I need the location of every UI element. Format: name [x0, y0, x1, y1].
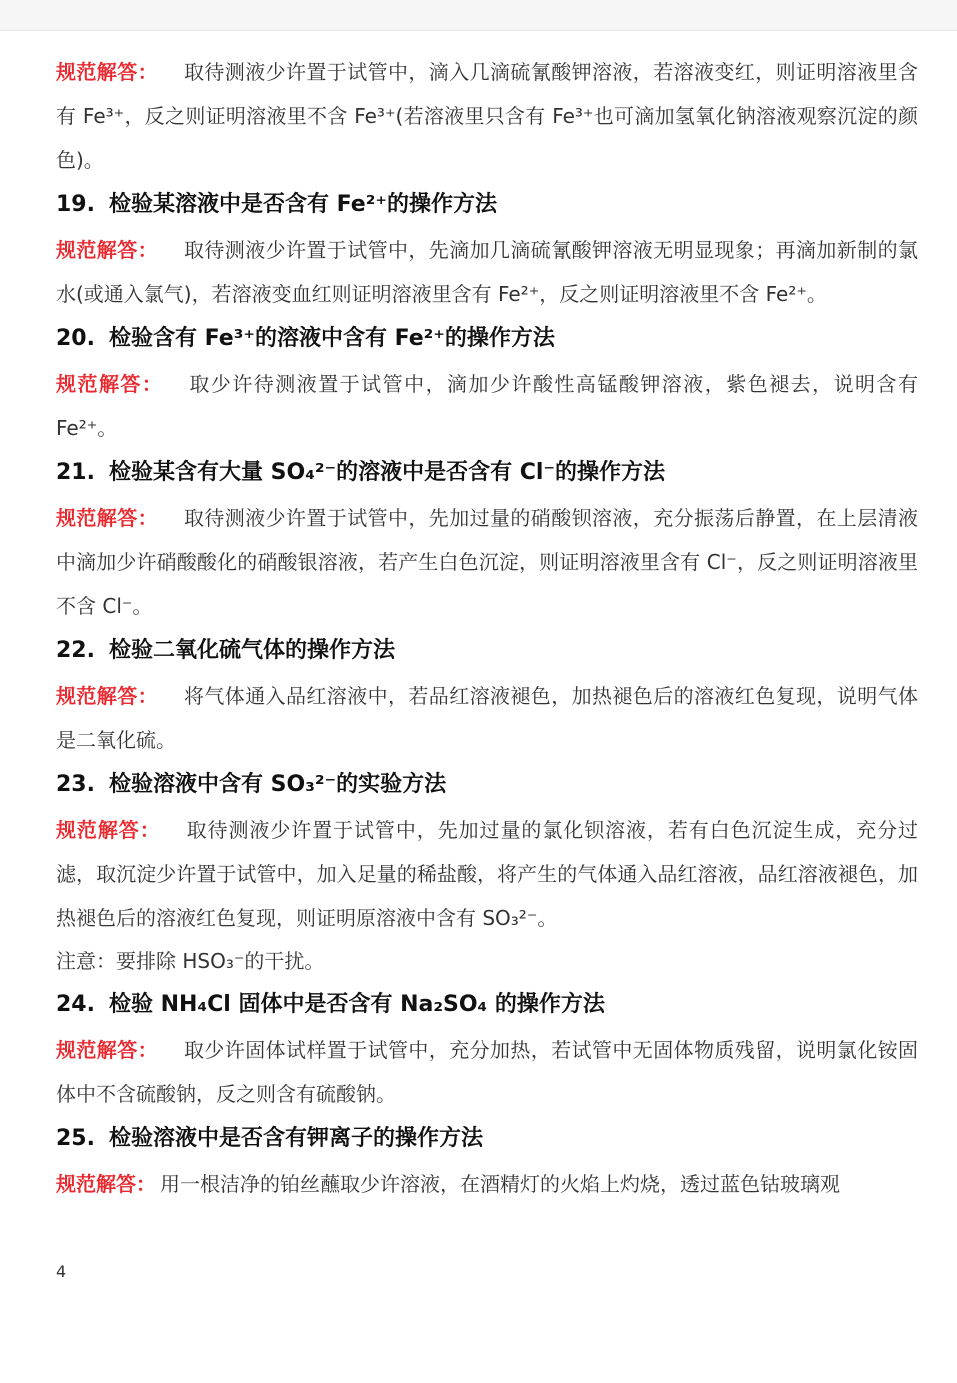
answer-label: 规范解答：: [56, 684, 158, 708]
answer-text: 取待测液少许置于试管中，先滴加几滴硫氰酸钾溶液无明显现象；再滴加新制的氯水(或通入氯气)，若溶液变血红则证明溶液里含有 Fe²⁺，反之则证明溶液里不含 Fe²⁺。: [56, 238, 918, 306]
section-answer: [56, 362, 918, 450]
answer-text: 取少许固体试样置于试管中，充分加热，若试管中无固体物质残留，说明氯化铵固体中不含硫酸钠，反之则含有硫酸钠。: [56, 1038, 918, 1106]
section-number: 20.: [56, 326, 95, 351]
answer-text: 将气体通入品红溶液中，若品红溶液褪色，加热褪色后的溶液红色复现，说明气体是二氧化硫。: [56, 684, 918, 752]
section-heading: [56, 182, 918, 228]
section-20: [56, 316, 918, 450]
section-23: [56, 762, 918, 982]
document-body: [56, 50, 918, 1206]
section-22: [56, 628, 918, 762]
section-heading: [56, 450, 918, 496]
section-number: 19.: [56, 192, 95, 217]
section-title: 检验某含有大量 SO₄²⁻的溶液中是否含有 Cl⁻的操作方法: [108, 460, 666, 485]
section-answer: [56, 1162, 918, 1206]
section-25: [56, 1116, 918, 1206]
page-number: 4: [56, 1262, 67, 1281]
section-title: 检验 NH₄Cl 固体中是否含有 Na₂SO₄ 的操作方法: [108, 992, 605, 1017]
top-edge-bar: [0, 0, 957, 31]
section-heading: [56, 762, 918, 808]
section-heading: [56, 316, 918, 362]
answer-label: 规范解答：: [56, 818, 161, 842]
section-number: 23.: [56, 772, 95, 797]
section-heading: [56, 1116, 918, 1162]
section-title: 检验含有 Fe³⁺的溶液中含有 Fe²⁺的操作方法: [108, 326, 555, 351]
section-answer: [56, 1028, 918, 1116]
section-number: 22.: [56, 638, 95, 663]
answer-label: 规范解答：: [56, 1172, 156, 1196]
section-heading: [56, 628, 918, 674]
intro-answer: [56, 50, 918, 182]
section-answer: [56, 228, 918, 316]
section-21: [56, 450, 918, 628]
section-answer: [56, 496, 918, 628]
answer-label: 规范解答：: [56, 506, 158, 530]
answer-text: 用一根洁净的铂丝蘸取少许溶液，在酒精灯的火焰上灼烧，透过蓝色钴玻璃观: [160, 1172, 840, 1196]
answer-text: 取待测液少许置于试管中，滴入几滴硫氰酸钾溶液，若溶液变红，则证明溶液里含有 Fe³⁺，反之则证明溶液里不含 Fe³⁺(若溶液里只含有 Fe³⁺也可滴加氢氧化钠溶液观察沉淀的颜色)。: [56, 60, 918, 172]
section-heading: [56, 982, 918, 1028]
answer-text: 取待测液少许置于试管中，先加过量的硝酸钡溶液，充分振荡后静置，在上层清液中滴加少许硝酸酸化的硝酸银溶液，若产生白色沉淀，则证明溶液里含有 Cl⁻，反之则证明溶液里不含 Cl⁻。: [56, 506, 918, 618]
section-title: 检验溶液中含有 SO₃²⁻的实验方法: [108, 772, 447, 797]
answer-text: 取少许待测液置于试管中，滴加少许酸性高锰酸钾溶液，紫色褪去，说明含有 Fe²⁺。: [56, 372, 919, 440]
answer-label: 规范解答：: [56, 372, 164, 396]
answer-label: 规范解答：: [56, 1038, 158, 1062]
section-note: 注意：要排除 HSO₃⁻的干扰。: [56, 949, 325, 973]
section-answer: [56, 674, 918, 762]
section-number: 25.: [56, 1126, 95, 1151]
section-19: [56, 182, 918, 316]
answer-label: 规范解答：: [56, 60, 158, 84]
section-number: 21.: [56, 460, 95, 485]
section-title: 检验二氧化硫气体的操作方法: [108, 638, 395, 663]
answer-label: 规范解答：: [56, 238, 158, 262]
section-24: [56, 982, 918, 1116]
answer-text: 取待测液少许置于试管中，先加过量的氯化钡溶液，若有白色沉淀生成，充分过滤，取沉淀少许置于试管中，加入足量的稀盐酸，将产生的气体通入品红溶液，品红溶液褪色，加热褪色后的溶液红色复现，则证明原溶液中含有 SO₃²⁻。: [56, 818, 919, 930]
section-number: 24.: [56, 992, 95, 1017]
section-title: 检验某溶液中是否含有 Fe²⁺的操作方法: [108, 192, 497, 217]
section-answer: [56, 808, 918, 940]
section-title: 检验溶液中是否含有钾离子的操作方法: [108, 1126, 483, 1151]
